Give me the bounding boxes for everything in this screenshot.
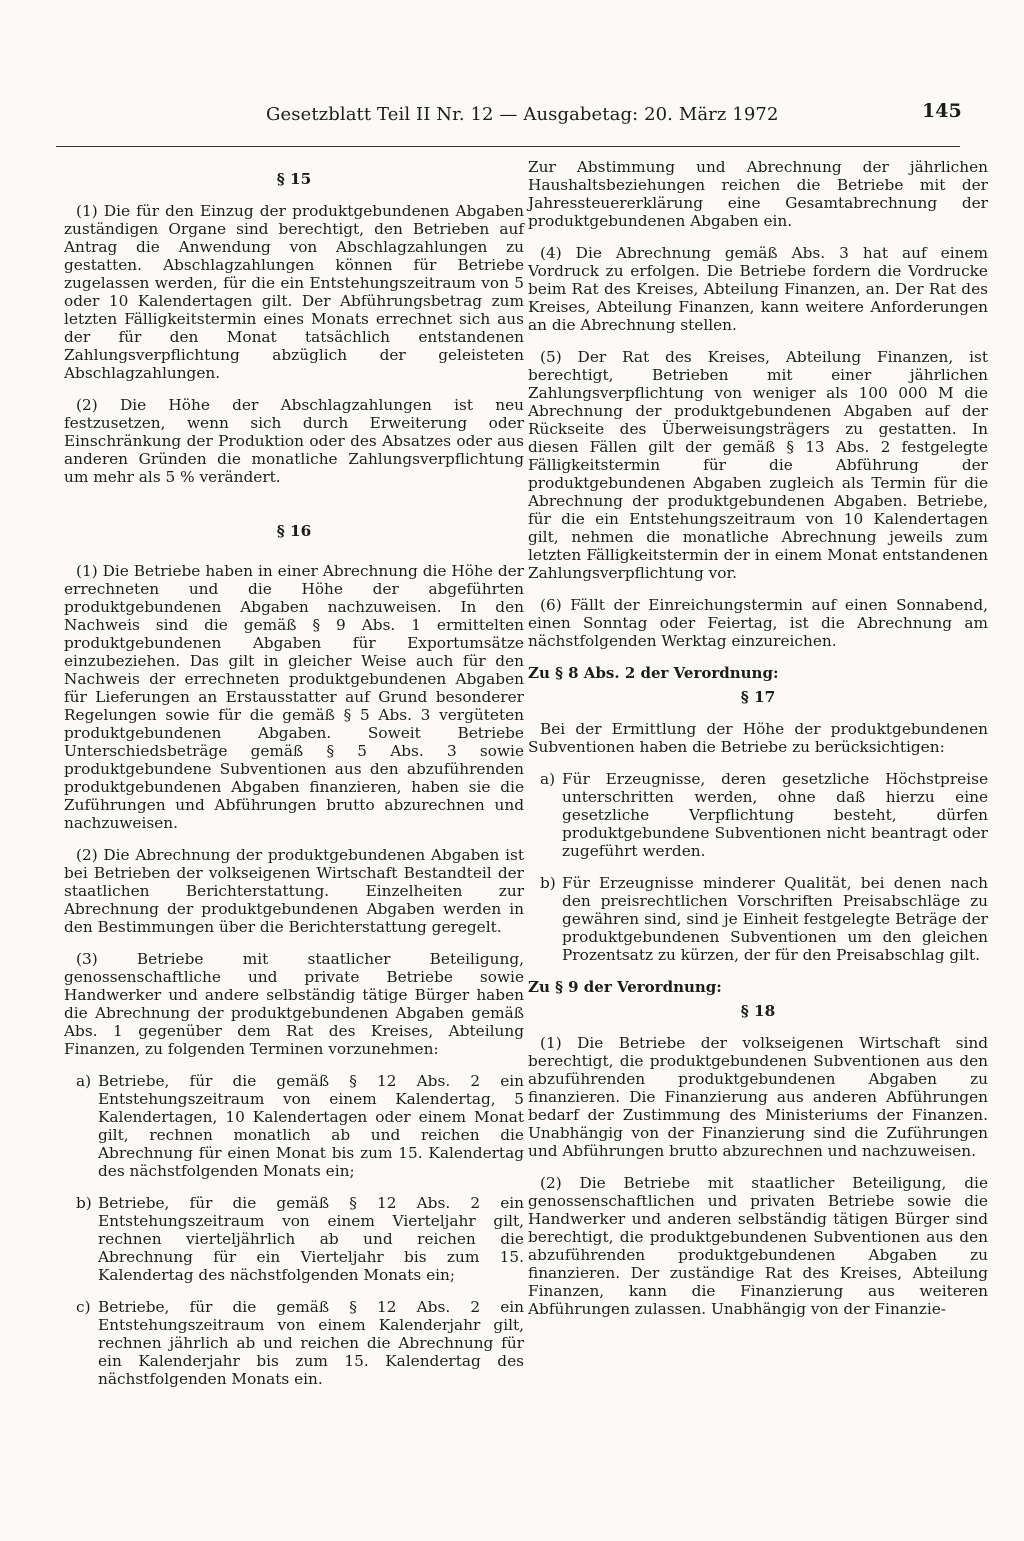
section-16-paragraph-1: (1) Die Betriebe haben in einer Abrechnung die Höhe der errechneten und die Höhe der abgeführten produktgebundenen Abgaben nachzuweisen. In den Nachweis sind die gemäß § 9 Abs. 1 ermittelten produktgebundenen Abgaben für Exportumsätze einzubeziehen. Das gilt in gleicher Weise auch für den Nachweis der errechneten produktgebundenen Abgaben für Lieferungen an Erstausstatter auf Grund besonderer Regelungen sowie für die gemäß § 5 Abs. 3 vergüteten produktgebundenen Abgaben. Soweit Betriebe Unterschiedsbeträge gemäß § 5 Abs. 3 sowie produktgebundene Subventionen aus den abzuführenden produktgebundenen Abgaben finanzieren, haben sie die Zuführungen und Abführungen brutto abzurechnen und nachzuweisen. (64, 562, 524, 832)
reference-heading-9: Zu § 9 der Verordnung: (528, 978, 722, 996)
list-item-text: Für Erzeugnisse minderer Qualität, bei denen nach den preisrechtlichen Vorschriften Preisabschläge zu gewähren sind, sind je Einheit festgelegte Beträge der produktgebundenen Subventionen um den gleichen Prozentsatz zu kürzen, der für den Preisabschlag gilt. (562, 874, 988, 964)
list-marker: b) (76, 1194, 92, 1212)
section-16-paragraph-5: (5) Der Rat des Kreises, Abteilung Finanzen, ist berechtigt, Betrieben mit einer jährlichen Zahlungsverpflichtung von weniger als 100 000 M die Abrechnung der produktgebundenen Abgaben auf der Rückseite des Überweisungsträgers zu gestatten. In diesen Fällen gilt der gemäß § 13 Abs. 2 festgelegte Fälligkeitstermin für die Abführung der produktgebundenen Abgaben zugleich als Termin für die Abrechnung der produktgebundenen Abgaben. Betriebe, für die ein Entstehungszeitraum von 10 Kalendertagen gilt, nehmen die monatliche Abrechnung jeweils zum letzten Fälligkeitstermin der in einem Monat entstandenen Zahlungsverpflichtung vor. (528, 348, 988, 582)
list-item (528, 874, 988, 964)
section-16-paragraph-6: (6) Fällt der Einreichungstermin auf einen Sonnabend, einen Sonntag oder Feiertag, ist die Abrechnung am nächstfolgenden Werktag einzureichen. (528, 596, 988, 650)
section-18-heading: § 18 (740, 1002, 776, 1020)
right-column (528, 158, 988, 1332)
list-item (64, 1298, 524, 1388)
list-marker: b) (540, 874, 556, 892)
section-16-paragraph-2: (2) Die Abrechnung der produktgebundenen Abgaben ist bei Betrieben der volkseigenen Wirtschaft Bestandteil der staatlichen Berichterstattung. Einzelheiten zur Abrechnung der produktgebundenen Abgaben werden in den Bestimmungen über die Berichterstattung geregelt. (64, 846, 524, 936)
section-16-paragraph-3: (3) Betriebe mit staatlicher Beteiligung, genossenschaftliche und private Betriebe sowie Handwerker und andere selbständig tätige Bürger haben die Abrechnung der produktgebundenen Abgaben gemäß Abs. 1 gegenüber dem Rat des Kreises, Abteilung Finanzen, zu folgenden Terminen vorzunehmen: (64, 950, 524, 1058)
section-16-paragraph-4: (4) Die Abrechnung gemäß Abs. 3 hat auf einem Vordruck zu erfolgen. Die Betriebe fordern die Vordrucke beim Rat des Kreises, Abteilung Finanzen, an. Der Rat des Kreises, Abteilung Finanzen, kann weitere Anforderungen an die Abrechnung stellen. (528, 244, 988, 334)
section-15-paragraph-2: (2) Die Höhe der Abschlagzahlungen ist neu festzusetzen, wenn sich durch Erweiterung oder Einschränkung der Produktion oder des Absatzes oder aus anderen Gründen die monatliche Zahlungsverpflichtung um mehr als 5 % verändert. (64, 396, 524, 486)
left-column (64, 170, 524, 1402)
page-header (0, 100, 1024, 132)
list-item-text: Betriebe, für die gemäß § 12 Abs. 2 ein Entstehungszeitraum von einem Vierteljahr gilt, rechnen vierteljährlich ab und reichen die Abrechnung für ein Vierteljahr bis zum 15. Kalendertag des nächstfolgenden Monats ein; (98, 1194, 524, 1284)
section-18-paragraph-2: (2) Die Betriebe mit staatlicher Beteiligung, die genossenschaftlichen und privaten Betriebe sowie die Handwerker und anderen selbständig tätigen Bürger sind berechtigt, die produktgebundenen Subventionen aus den abzuführenden produktgebundenen Abgaben zu finanzieren. Der zuständige Rat des Kreises, Abteilung Finanzen, kann die Finanzierung aus weiteren Abführungen zulassen. Unabhängig von der Finanzie- (528, 1174, 988, 1318)
list-item (528, 770, 988, 860)
section-17-heading: § 17 (740, 688, 776, 706)
list-item-text: Betriebe, für die gemäß § 12 Abs. 2 ein Entstehungszeitraum von einem Kalenderjahr gilt, rechnen jährlich ab und reichen die Abrechnung für ein Kalenderjahr bis zum 15. Kalendertag des nächstfolgenden Monats ein. (98, 1298, 524, 1388)
section-15-heading: § 15 (276, 170, 312, 188)
list-item (64, 1072, 524, 1180)
reference-heading-8: Zu § 8 Abs. 2 der Verordnung: (528, 664, 779, 682)
list-item (64, 1194, 524, 1284)
section-18-paragraph-1: (1) Die Betriebe der volkseigenen Wirtschaft sind berechtigt, die produktgebundenen Subventionen aus den abzuführenden produktgebundenen Abgaben zu finanzieren. Die Finanzierung aus anderen Abführungen bedarf der Zustimmung des Ministeriums der Finanzen. Unabhängig von der Finanzierung sind die Zuführungen und Abführungen brutto abzurechnen und nachzuweisen. (528, 1034, 988, 1160)
list-marker: a) (76, 1072, 92, 1090)
section-16-heading: § 16 (276, 522, 312, 540)
page-number: 145 (922, 100, 962, 122)
list-item-text: Für Erzeugnisse, deren gesetzliche Höchstpreise unterschritten werden, ohne daß hierzu eine gesetzliche Verpflichtung besteht, dürfen produktgebundene Subventionen nicht beantragt oder zugeführt werden. (562, 770, 988, 860)
list-marker: c) (76, 1298, 91, 1316)
section-15-paragraph-1: (1) Die für den Einzug der produktgebundenen Abgaben zuständigen Organe sind berechtigt, den Betrieben auf Antrag die Anwendung von Abschlagzahlungen zu gestatten. Abschlagzahlungen können für Betriebe zugelassen werden, für die ein Entstehungszeitraum von 5 oder 10 Kalendertagen gilt. Der Abführungsbetrag zum letzten Fälligkeitstermin eines Monats errechnet sich aus der für den Monat tatsächlich entstandenen Zahlungsverpflichtung abzüglich der geleisteten Abschlagzahlungen. (64, 202, 524, 382)
continued-paragraph: Zur Abstimmung und Abrechnung der jährlichen Haushaltsbeziehungen reichen die Betriebe mit der Jahressteuererklärung eine Gesamtabrechnung der produktgebundenen Abgaben ein. (528, 158, 988, 230)
list-item-text: Betriebe, für die gemäß § 12 Abs. 2 ein Entstehungszeitraum von einem Kalendertag, 5 Kalendertagen, 10 Kalendertagen oder einem Monat gilt, rechnen monatlich ab und reichen die Abrechnung für einen Monat bis zum 15. Kalendertag des nächstfolgenden Monats ein; (98, 1072, 524, 1180)
header-rule (56, 146, 960, 147)
list-marker: a) (540, 770, 556, 788)
section-17-intro: Bei der Ermittlung der Höhe der produktgebundenen Subventionen haben die Betriebe zu berücksichtigen: (528, 720, 988, 756)
running-head: Gesetzblatt Teil II Nr. 12 — Ausgabetag: 20. März 1972 (266, 104, 779, 125)
